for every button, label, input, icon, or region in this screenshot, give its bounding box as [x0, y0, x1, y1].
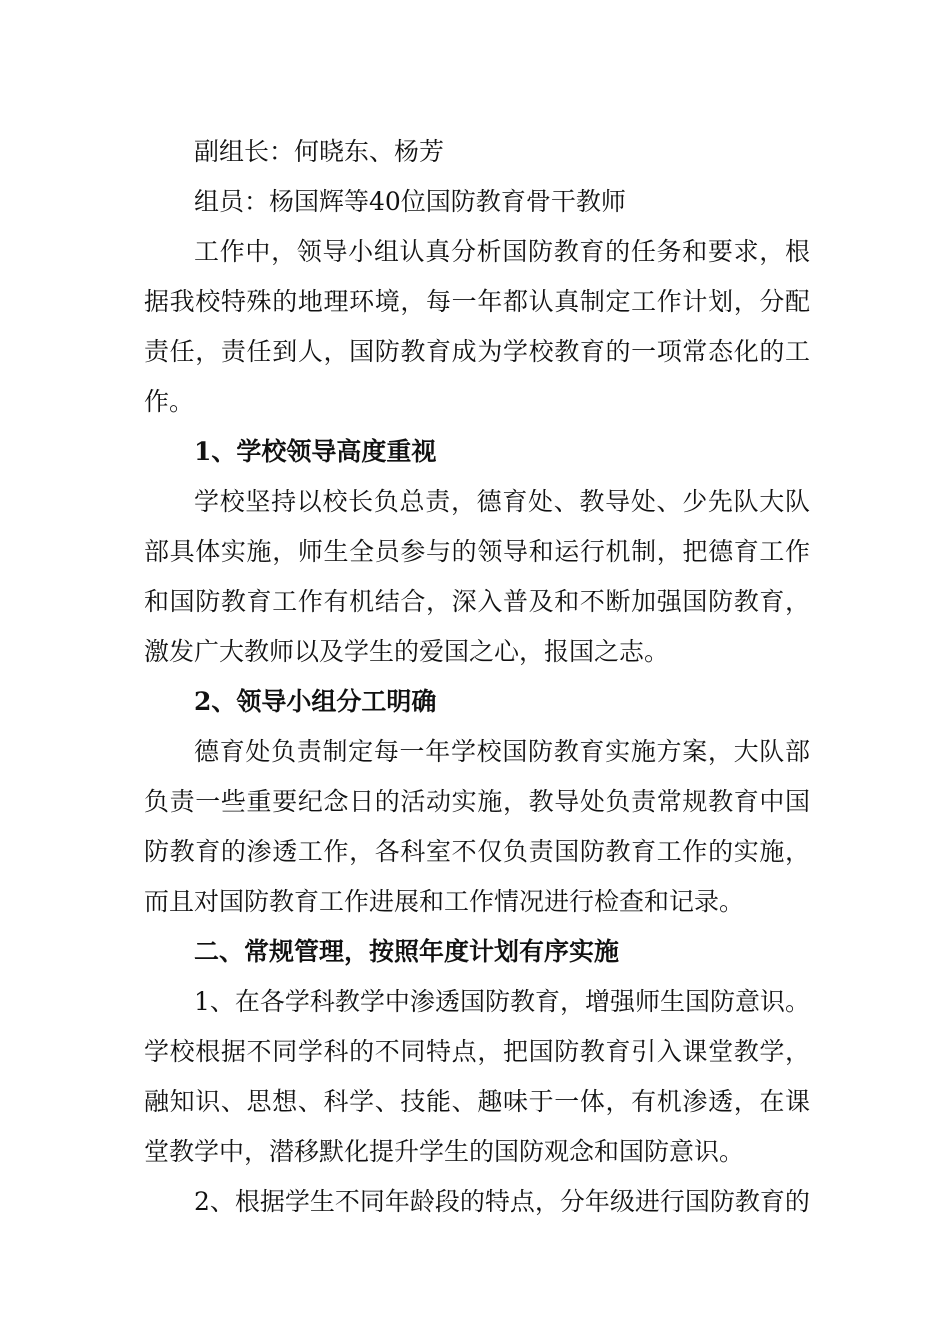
subject-teaching-paragraph: 1、在各学科教学中渗透国防教育，增强师生国防意识。学校根据不同学科的不同特点，把国防教育引入课堂教学，融知识、思想、科学、技能、趣味于一体，有机渗透，在课堂教学中，潜移默化提升学生的国防观念和国防意识。	[144, 987, 810, 1166]
heading-division-of-labor: 2、领导小组分工明确	[194, 687, 437, 716]
heading-routine-management: 二、常规管理，按照年度计划有序实施	[194, 937, 620, 966]
members-line: 组员：杨国辉等40位国防教育骨干教师	[194, 187, 626, 216]
heading-leadership-attention: 1、学校领导高度重视	[194, 437, 437, 466]
age-group-paragraph: 2、根据学生不同年龄段的特点，分年级进行国防教育的	[194, 1187, 810, 1216]
work-paragraph: 工作中，领导小组认真分析国防教育的任务和要求，根据我校特殊的地理环境，每一年都认真制定工作计划，分配责任，责任到人，国防教育成为学校教育的一项常态化的工作。	[144, 237, 810, 416]
division-paragraph: 德育处负责制定每一年学校国防教育实施方案，大队部负责一些重要纪念日的活动实施，教导处负责常规教育中国防教育的渗透工作，各科室不仅负责国防教育工作的实施，而且对国防教育工作进展和工作情况进行检查和记录。	[144, 737, 810, 916]
document-body	[144, 127, 810, 1227]
vice-leaders-line: 副组长：何晓东、杨芳	[194, 137, 445, 166]
leadership-paragraph: 学校坚持以校长负总责，德育处、教导处、少先队大队部具体实施，师生全员参与的领导和运行机制，把德育工作和国防教育工作有机结合，深入普及和不断加强国防教育，激发广大教师以及学生的爱国之心，报国之志。	[144, 487, 810, 666]
